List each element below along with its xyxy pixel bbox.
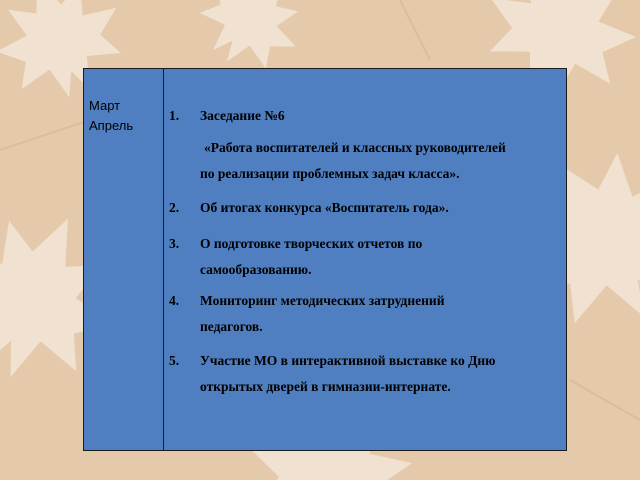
agenda-item-2: Об итогах конкурса «Воспитатель года». bbox=[200, 200, 449, 215]
meeting-topic-line-2: по реализации проблемных задач класса». bbox=[200, 166, 460, 181]
item-number-1: 1. bbox=[169, 108, 180, 123]
agenda-item-5-line-1: Участие МО в интерактивной выставке ко Дню bbox=[200, 353, 496, 368]
meeting-topic-line-1: «Работа воспитателей и классных руководителей bbox=[204, 140, 506, 155]
item-number-4: 4. bbox=[169, 293, 180, 308]
agenda-item-3-line-2: самообразованию. bbox=[200, 262, 312, 277]
agenda-item-5-line-2: открытых дверей в гимназии-интернате. bbox=[200, 379, 451, 394]
agenda-item-4-line-2: педагогов. bbox=[200, 319, 263, 334]
item-number-2: 2. bbox=[169, 200, 180, 215]
item-number-3: 3. bbox=[169, 236, 180, 251]
month-march: Март bbox=[89, 98, 121, 113]
item-number-5: 5. bbox=[169, 353, 180, 368]
date-column bbox=[84, 69, 164, 450]
meeting-title: Заседание №6 bbox=[200, 108, 285, 123]
agenda-column bbox=[164, 69, 566, 450]
schedule-table bbox=[83, 68, 567, 451]
month-april: Апрель bbox=[89, 118, 134, 133]
agenda-item-4-line-1: Мониторинг методических затруднений bbox=[200, 293, 445, 308]
agenda-item-3-line-1: О подготовке творческих отчетов по bbox=[200, 236, 423, 251]
